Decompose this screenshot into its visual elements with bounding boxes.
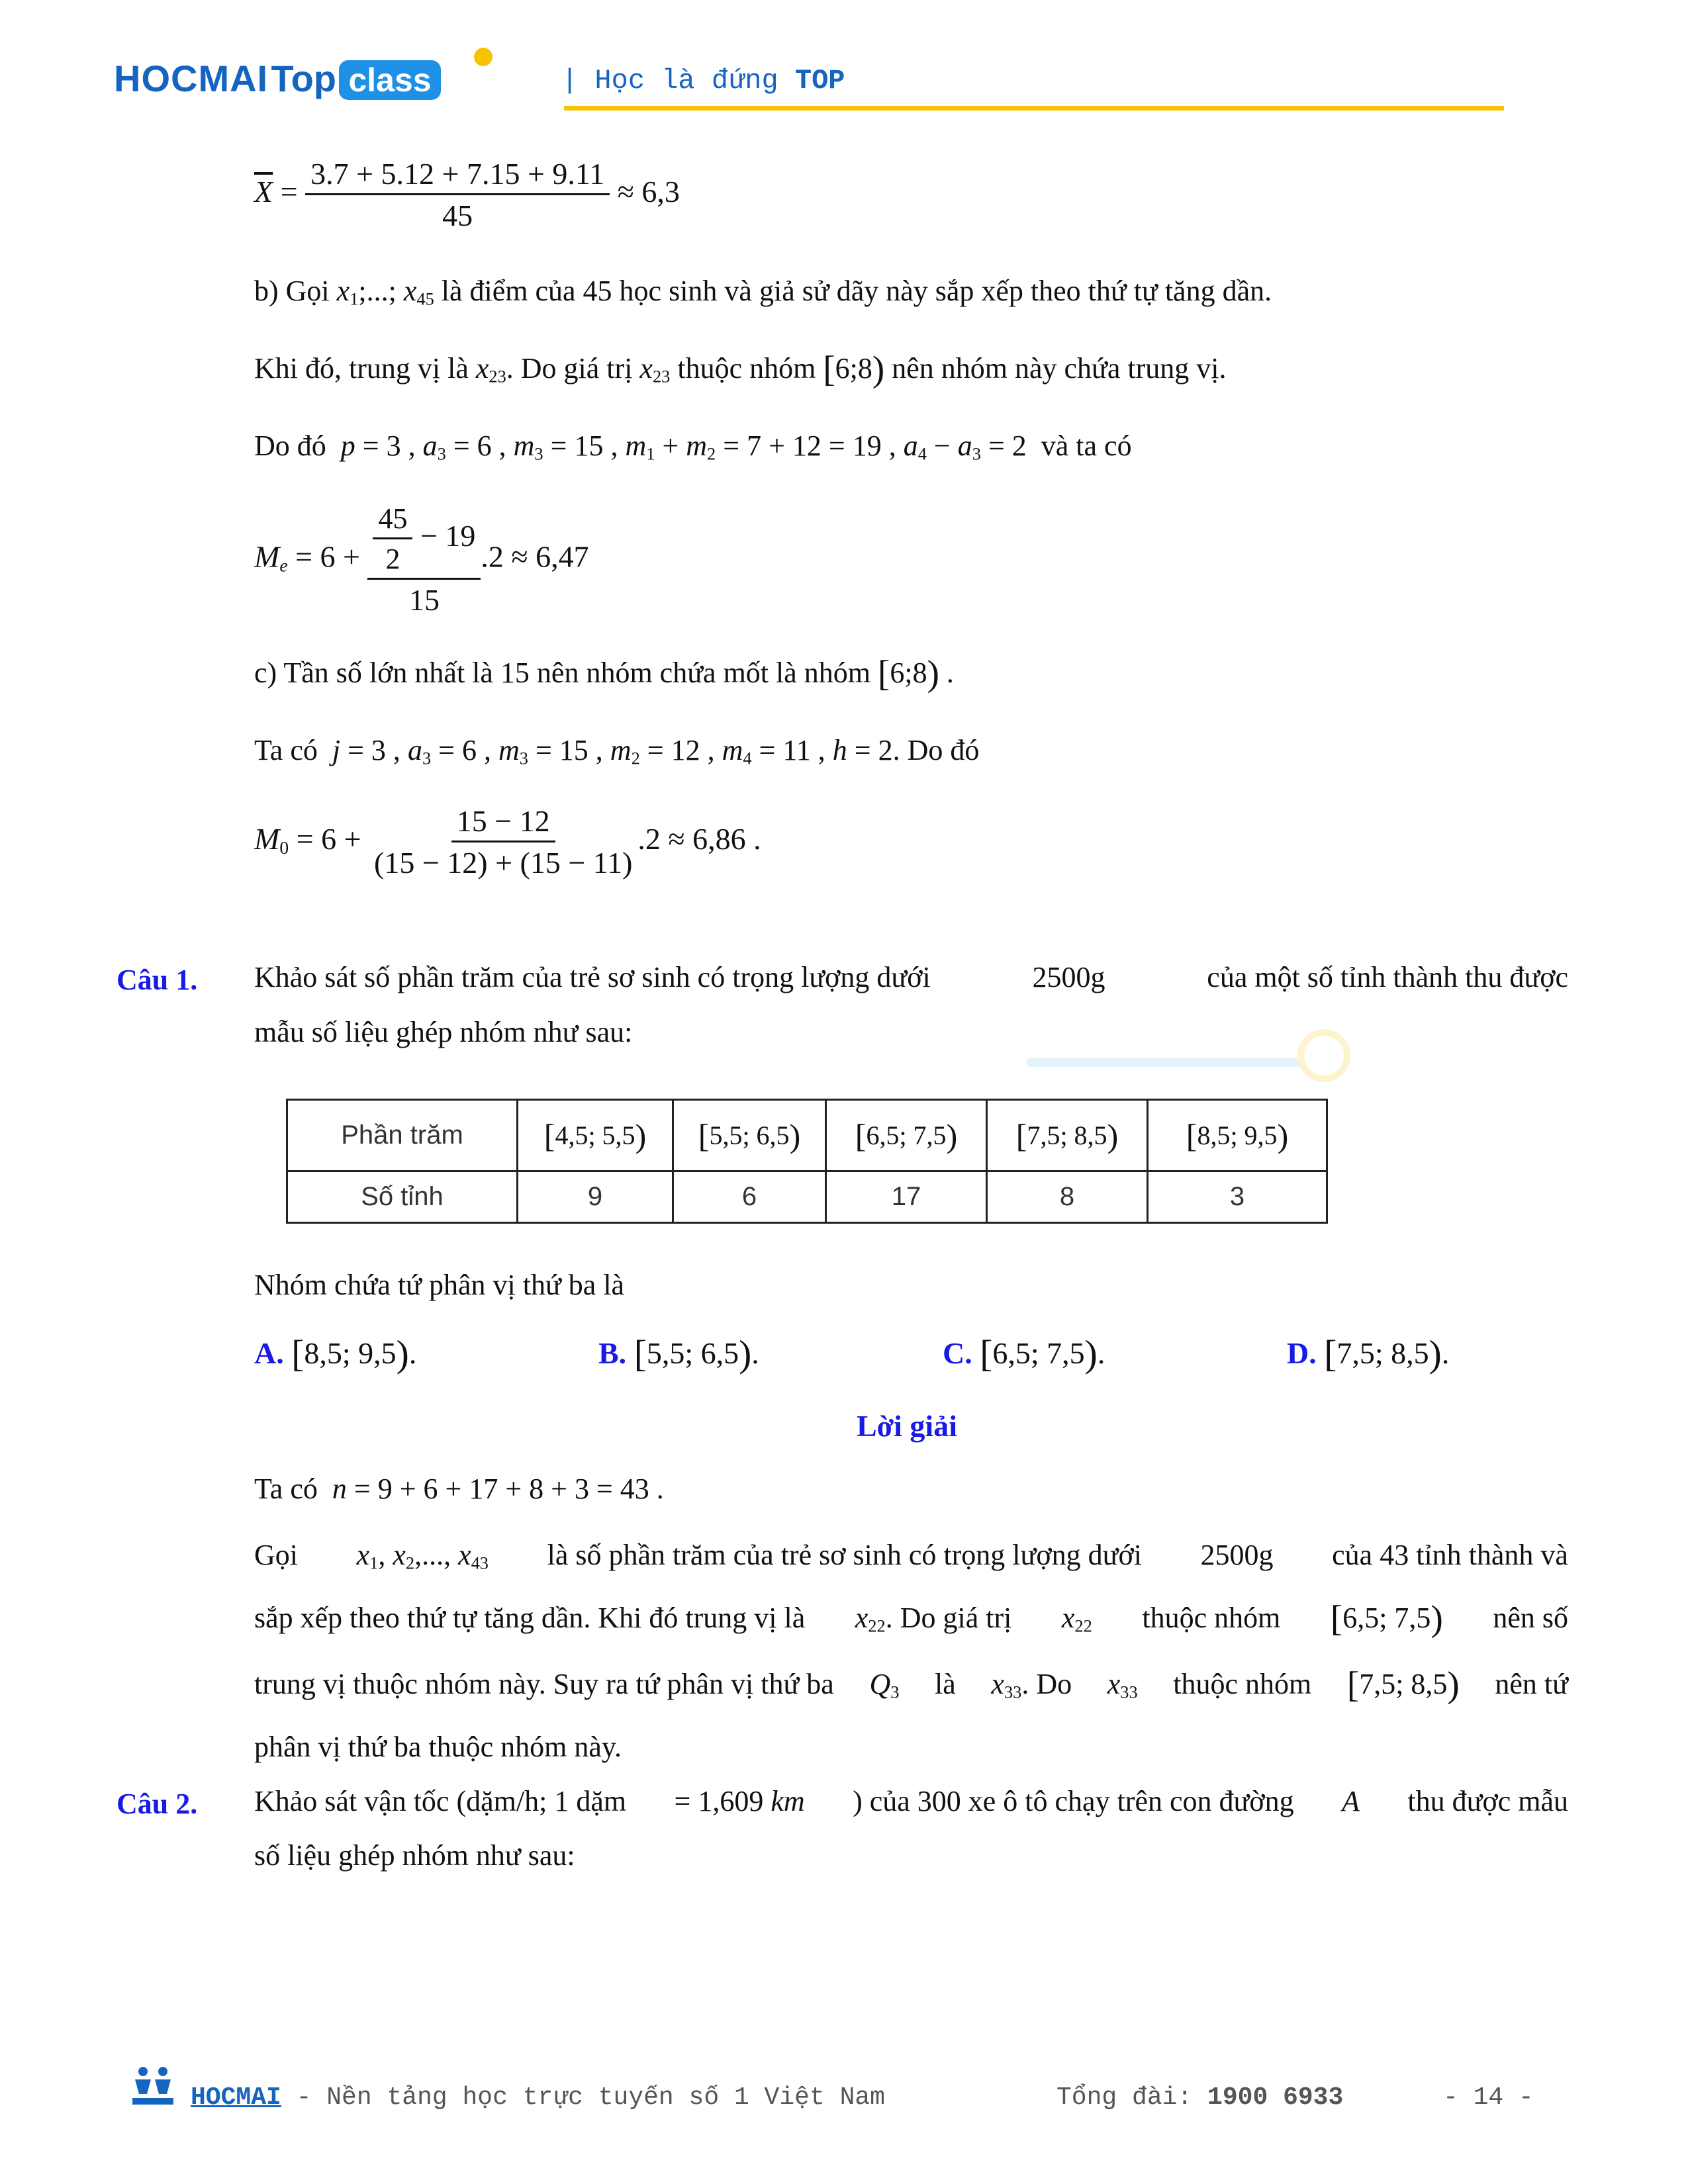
text: Khi đó, trung vị là [254, 352, 469, 385]
q1-sol-line5: phân vị thứ ba thuộc nhóm này. [254, 1731, 622, 1763]
median-denominator: 15 [408, 583, 440, 617]
table-cell: 17 [826, 1171, 987, 1223]
option-letter: B. [598, 1336, 627, 1370]
q1-sol-line2: Gọi $x_1$, $x_2$,..., $x_{43}$ là số phần trăm của trẻ sơ sinh có trọng lượng dưới 2500g của 43 tỉnh thành và [254, 1539, 1568, 1573]
option-a[interactable]: A. [8,5; 9,5). [254, 1333, 417, 1375]
text: sắp xếp theo thứ tự tăng dần. Khi đó trung vị là [254, 1602, 806, 1634]
median-formula: $M_e = 6$ + $\frac{45}{2}$ − 19 15 .2 ≈ 6,47 [254, 502, 589, 617]
text: ) của 300 xe ô tô chạy trên con đường [853, 1785, 1294, 1817]
table-cell: 3 [1148, 1171, 1327, 1223]
table-header-phan-tram: Phần trăm [287, 1100, 518, 1171]
table-cell: [6,5; 7,5) [826, 1100, 987, 1171]
interval: 6,5; 7,5 [1342, 1602, 1431, 1634]
mode-params-line: Ta có j = 3 , $a_3 = 6$ , $m_3 = 15$ , $m_2 = 12$ , $m_4 = 11$ , h = 2. Do đó [254, 734, 980, 768]
footer-text [191, 2083, 885, 2112]
part-b-line: b) Gọi $x_1$;...; $x_{45}$ là điểm của 45 học sinh và giả sử dãy này sắp xếp theo thứ tự tăng dần. [254, 275, 1272, 309]
text: thuộc nhóm [1173, 1668, 1312, 1700]
q2-label: Câu 2. [117, 1788, 198, 1820]
logo-hocmai: HOCMAI [114, 58, 269, 99]
text: là số phần trăm của trẻ sơ sinh có trọng lượng dưới [547, 1539, 1142, 1571]
text: thuộc nhóm [677, 352, 816, 385]
option-letter: C. [943, 1336, 972, 1370]
inner-num: 45 [373, 504, 412, 539]
mean-result: ≈ 6,3 [617, 175, 680, 209]
text: Do đó [254, 430, 326, 462]
interval: 6;8 [890, 657, 927, 689]
mean-numerator: 3.7 + 5.12 + 7.15 + 9.11 [305, 159, 610, 195]
mode-denominator: (15 − 12) + (15 − 11) [374, 846, 633, 880]
interval: 8,5; 9,5 [1197, 1120, 1278, 1150]
logo-top: Top [271, 58, 337, 99]
text: Ta có [254, 1473, 318, 1505]
text: Khảo sát số phần trăm của trẻ sơ sinh có trọng lượng dưới [254, 961, 931, 993]
mean-denominator: 45 [442, 199, 473, 232]
option-d[interactable]: D. [7,5; 8,5). [1287, 1333, 1450, 1375]
interval: 6,5; 7,5 [866, 1120, 947, 1150]
hotline-label: Tổng đài: [1056, 2083, 1193, 2112]
option-value: 7,5; 8,5 [1336, 1336, 1429, 1370]
text: . Do giá trị [885, 1602, 1012, 1634]
table-cell: 6 [673, 1171, 826, 1223]
table-cell: [4,5; 5,5) [518, 1100, 673, 1171]
footer-logo-icon [130, 2065, 176, 2106]
mean-formula: $\overline{X}$ = $\frac{3.7 + 5.12 + 7.15 + 9.11}{45}$ ≈ 6,3 [254, 157, 680, 232]
median-fraction [367, 504, 481, 615]
option-value: 8,5; 9,5 [304, 1336, 397, 1370]
watermark-circle [1297, 1029, 1350, 1082]
q2-text-line1 [254, 1787, 1568, 1816]
text: trung vị thuộc nhóm này. Suy ra tứ phân vị thứ ba [254, 1668, 834, 1700]
option-letter: A. [254, 1336, 284, 1370]
median-line: Khi đó, trung vị là $x_{23}$. Do giá trị $x_{23}$ thuộc nhóm [6;8) nên nhóm này chứa trung vị. [254, 348, 1227, 389]
tagline-top: TOP [794, 65, 845, 97]
header-tagline [561, 65, 845, 97]
table-header-so-tinh: Số tỉnh [287, 1171, 518, 1223]
text: nên số [1493, 1602, 1568, 1634]
header-rule [564, 106, 1504, 111]
footer-hotline [1056, 2083, 1343, 2112]
text: nên nhóm này chứa trung vị. [892, 352, 1227, 385]
mean-symbol: $\overline{X}$ [254, 175, 273, 209]
option-c[interactable]: C. [6,5; 7,5). [943, 1333, 1105, 1375]
params-line: Do đó p = 3 , $a_3 = 6$ , $m_3 = 15$ , $m_1 + m_2 = 7 + 12 = 19$ , $a_4 - a_3 = 2$ và ta có [254, 430, 1132, 464]
inner-den: 2 [385, 543, 400, 575]
unit: km [771, 1785, 805, 1817]
text: là [935, 1668, 956, 1700]
road-name: A [1342, 1785, 1360, 1817]
interval: 4,5; 5,5 [555, 1120, 635, 1150]
text: . Do giá trị [506, 352, 633, 385]
q1-sol-line3: sắp xếp theo thứ tự tăng dần. Khi đó trung vị là $x_{22}$. Do giá trị $x_{22}$ thuộc nhóm [6,5; 7,5) nên số [254, 1598, 1568, 1639]
mode-numerator: 15 − 12 [451, 806, 555, 842]
mode-result: .2 ≈ 6,86 . [637, 822, 761, 856]
text: . Do đó [892, 734, 980, 766]
q1-question: Nhóm chứa tứ phân vị thứ ba là [254, 1269, 625, 1301]
watermark-bar [1026, 1058, 1304, 1067]
data-table [286, 1099, 1328, 1224]
header-logo [114, 57, 441, 103]
solution-title: Lời giải [857, 1409, 957, 1443]
footer-brand[interactable]: HOCMAI [191, 2083, 281, 2112]
text: nên tứ [1495, 1668, 1568, 1700]
interval: 5,5; 6,5 [709, 1120, 790, 1150]
table-cell: [5,5; 6,5) [673, 1100, 826, 1171]
text: thuộc nhóm [1142, 1602, 1281, 1634]
logo-class-badge: class [339, 60, 440, 100]
text: thu được mẫu [1407, 1785, 1568, 1817]
table-cell: 9 [518, 1171, 673, 1223]
text: và ta có [1041, 430, 1132, 462]
option-b[interactable]: B. [5,5; 6,5). [598, 1333, 759, 1375]
table-cell: 8 [987, 1171, 1148, 1223]
weight: 2500g [1032, 961, 1105, 993]
equation: = 9 + 6 + 17 + 8 + 3 = 43 . [353, 1473, 664, 1505]
option-letter: D. [1287, 1336, 1317, 1370]
footer-tagline: - Nền tảng học trực tuyến số 1 Việt Nam [296, 2083, 885, 2112]
text: là điểm của 45 học sinh và giả sử dãy này sắp xếp theo thứ tự tăng dần. [441, 275, 1272, 307]
hotline-number: 1900 6933 [1207, 2083, 1344, 2112]
mean-fraction [305, 159, 610, 231]
text: . Do [1021, 1668, 1072, 1700]
text: Ta có [254, 734, 318, 766]
q1-text-line1 [254, 963, 1568, 992]
table-cell: [8,5; 9,5) [1148, 1100, 1327, 1171]
q1-text-line2: mẫu số liệu ghép nhóm như sau: [254, 1016, 633, 1048]
text: của 43 tỉnh thành và [1332, 1539, 1568, 1571]
table-cell: [7,5; 8,5) [987, 1100, 1148, 1171]
median-result: .2 ≈ 6,47 [481, 539, 589, 574]
text: Khảo sát vận tốc (dặm/h; 1 dặm [254, 1785, 627, 1817]
tagline-text: | Học là đứng [561, 65, 795, 97]
q1-sol-line4: trung vị thuộc nhóm này. Suy ra tứ phân vị thứ ba $Q_3$ là $x_{33}$. Do $x_{33}$ thuộc nhóm [7,5; 8,5) nên tứ [254, 1664, 1568, 1705]
mode-formula: $M_0 = 6$ + $\frac{15 - 12}{(15 - 12) + (15 - 11)}$ .2 ≈ 6,86 . [254, 804, 761, 880]
interval: 6;8 [835, 352, 872, 385]
inner-rest: − 19 [420, 519, 476, 553]
weight: 2500g [1200, 1539, 1274, 1571]
q1-sol-line1: Ta có n = 9 + 6 + 17 + 8 + 3 = 43 . [254, 1473, 664, 1505]
text: của một số tỉnh thành thu được [1207, 961, 1568, 993]
logo-star-icon [474, 48, 492, 66]
option-value: 5,5; 6,5 [646, 1336, 739, 1370]
q2-text-line2: số liệu ghép nhóm như sau: [254, 1839, 575, 1872]
mode-fraction [369, 806, 637, 878]
text: b) Gọi [254, 275, 330, 307]
interval: 7,5; 8,5 [1359, 1668, 1448, 1700]
text: c) Tần số lớn nhất là 15 nên nhóm chứa mốt là nhóm [254, 657, 871, 689]
text: Gọi [254, 1539, 298, 1571]
median-numerator [367, 504, 481, 580]
q1-label: Câu 1. [117, 964, 198, 996]
value: = 1,609 [674, 1785, 764, 1817]
part-c-line: c) Tần số lớn nhất là 15 nên nhóm chứa mốt là nhóm [6;8) . [254, 653, 954, 694]
page-number: - 14 - [1443, 2083, 1534, 2112]
interval: 7,5; 8,5 [1027, 1120, 1107, 1150]
option-value: 6,5; 7,5 [992, 1336, 1085, 1370]
